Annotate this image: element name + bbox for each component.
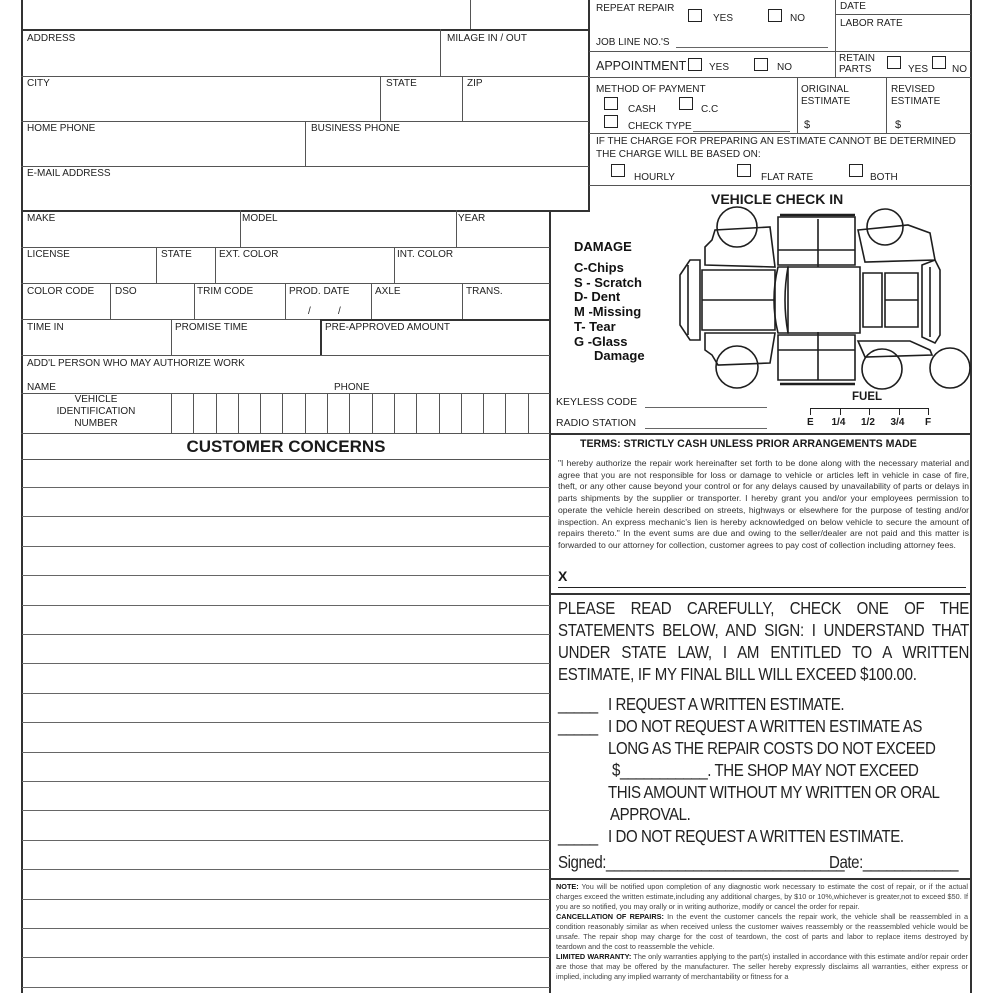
appointment-no-checkbox[interactable]: [754, 58, 768, 71]
warranty-body: The only warranties applying to the part(s) installed in accordance with this estimate and/or repair order are those that may be offered by the manufacturer. The seller hereby expressly disclaims all warranties, either express or implied, including any implied warranty of merchantability or fitness for a: [556, 952, 968, 981]
addl-name-field[interactable]: [22, 372, 328, 392]
concern-line-field[interactable]: [22, 488, 550, 517]
flat-rate-label: FLAT RATE: [761, 172, 814, 183]
zip-label: ZIP: [467, 78, 483, 89]
fuel-tick-label: 1/2: [861, 417, 875, 428]
vin-character-box[interactable]: [282, 393, 304, 433]
milage-label: MILAGE IN / OUT: [447, 33, 528, 44]
original-estimate-dollar: $: [804, 119, 811, 131]
appointment-label: APPOINTMENT: [596, 59, 687, 73]
yes-label: YES: [908, 64, 929, 75]
fuel-tick-mark: [810, 408, 811, 415]
row-divider: [589, 77, 971, 78]
revised-estimate-dollar: $: [895, 119, 902, 131]
hourly-label: HOURLY: [634, 172, 675, 183]
car-diagram-icon[interactable]: [660, 205, 975, 390]
retain-parts-label: [839, 53, 875, 75]
concern-line-field[interactable]: [22, 694, 550, 723]
both-checkbox[interactable]: [849, 164, 863, 177]
terms-body: "I hereby authorize the repair work hereinafter set forth to be done along with the necessary material and agree that you are not responsible for loss or damage to vehicle or articles left in vehicle in case of fire, theft, or any other cause beyond your control or for any delays caused by unavailability of parts or delays in parts shipments by the supplier or transporter. I hereby grant you and/or your employees permission to operate the vehicle herein described on streets, highways or elsewhere for the purpose of testing and/or inspection. An express mechanic's lien is hereby acknowledged on below vehicle to secure the amount of repairs thereto." In the event sums are due and owing to the seller/dealer are not paid and this matter is forwarded to our attorney for collection, customer agrees to pay cost of collection including attorney fees.: [558, 458, 969, 550]
repeat-repair-no-checkbox[interactable]: [768, 9, 782, 22]
roof: [788, 267, 860, 333]
ext-color-label: EXT. COLOR: [219, 249, 279, 260]
vin-character-box[interactable]: [305, 393, 327, 433]
original-estimate-line: ORIGINAL: [801, 84, 849, 95]
concern-line-field[interactable]: [22, 929, 550, 958]
wheel-bottom-right: [862, 349, 902, 389]
spare-wheel: [930, 348, 970, 388]
no-label: NO: [952, 64, 967, 75]
state-label: STATE: [386, 78, 417, 89]
revised-estimate-label: [891, 84, 940, 108]
time-in-label: TIME IN: [27, 322, 64, 333]
yes-label: YES: [709, 62, 730, 73]
row-divider: [550, 433, 971, 435]
retain-parts-yes-checkbox[interactable]: [887, 56, 901, 69]
trans-label: TRANS.: [466, 286, 503, 297]
no-label: NO: [777, 62, 792, 73]
email-label: E-MAIL ADDRESS: [27, 168, 111, 179]
signed-field[interactable]: Signed:______________________________: [558, 852, 845, 872]
labor-rate-label: LABOR RATE: [840, 18, 903, 29]
retain-label-line: RETAIN: [839, 53, 875, 64]
trunk: [885, 273, 918, 327]
vin-character-box[interactable]: [483, 393, 505, 433]
row-divider: [550, 878, 971, 880]
flat-rate-checkbox[interactable]: [737, 164, 751, 177]
damage-code: Damage: [594, 348, 645, 364]
damage-code: D- Dent: [574, 289, 621, 305]
option-3-blank[interactable]: _____: [558, 826, 598, 846]
vin-character-box[interactable]: [349, 393, 371, 433]
option-1-text: I REQUEST A WRITTEN ESTIMATE.: [608, 694, 845, 714]
concern-line-field[interactable]: [22, 959, 550, 988]
job-line-field[interactable]: [676, 47, 828, 48]
cc-label: C.C: [701, 104, 719, 115]
row-divider: [21, 433, 550, 434]
charge-basis-line: THE CHARGE WILL BE BASED ON:: [596, 149, 761, 160]
trim-code-label: TRIM CODE: [197, 286, 254, 297]
year-label: YEAR: [458, 213, 486, 224]
prod-date-label: PROD. DATE: [289, 286, 350, 297]
vehicle-check-in-title: VEHICLE CHECK IN: [711, 191, 844, 207]
vin-character-box[interactable]: [260, 393, 282, 433]
row-divider: [589, 185, 971, 186]
fuel-tick-mark: [869, 408, 870, 415]
yes-label: YES: [713, 13, 734, 24]
fuel-tick-mark: [928, 408, 929, 415]
repeat-repair-yes-checkbox[interactable]: [688, 9, 702, 22]
method-payment-label: METHOD OF PAYMENT: [596, 84, 706, 95]
damage-code: M -Missing: [574, 304, 642, 320]
both-label: BOTH: [870, 172, 898, 183]
divider: [886, 77, 887, 133]
vin-character-box[interactable]: [461, 393, 483, 433]
fuel-tick-label: 3/4: [890, 417, 905, 428]
addl-name-label: NAME: [27, 382, 56, 393]
appointment-yes-checkbox[interactable]: [688, 58, 702, 71]
prod-date-separator: /: [308, 306, 311, 317]
original-estimate-field[interactable]: [812, 115, 882, 131]
home-phone-label: HOME PHONE: [27, 123, 96, 134]
cash-checkbox[interactable]: [604, 97, 618, 110]
fuel-tick-label: F: [925, 417, 932, 428]
retain-parts-no-checkbox[interactable]: [932, 56, 946, 69]
revised-estimate-line: REVISED: [891, 84, 935, 95]
vin-character-box[interactable]: [193, 393, 215, 433]
prod-date-separator: /: [338, 306, 341, 317]
vin-character-box[interactable]: [505, 393, 527, 433]
vin-character-box[interactable]: [416, 393, 438, 433]
concern-line-field[interactable]: [22, 459, 550, 488]
front-bumper: [680, 260, 700, 340]
option-2-amount[interactable]: $___________. THE SHOP MAY NOT EXCEED: [612, 760, 919, 780]
row-divider: [589, 51, 971, 52]
concern-line-field[interactable]: [22, 547, 550, 576]
cc-checkbox[interactable]: [679, 97, 693, 110]
rear-bumper: [922, 260, 940, 343]
name-row-divider: [470, 0, 471, 29]
vin-character-box[interactable]: [216, 393, 238, 433]
terms-signature-line[interactable]: [558, 587, 966, 588]
damage-title: DAMAGE: [574, 239, 632, 254]
promise-time-label: PROMISE TIME: [175, 322, 248, 333]
bottom-front-fender: [705, 333, 775, 365]
option-3-text: I DO NOT REQUEST A WRITTEN ESTIMATE.: [608, 826, 904, 846]
row-divider: [589, 133, 971, 134]
concern-line-field[interactable]: [22, 635, 550, 664]
fuel-tick-label: E: [807, 417, 814, 428]
model-label: MODEL: [242, 213, 278, 224]
vin-character-box[interactable]: [439, 393, 461, 433]
warranty-heading: LIMITED WARRANTY:: [556, 952, 632, 961]
dso-label: DSO: [115, 286, 137, 297]
business-phone-label: BUSINESS PHONE: [311, 123, 400, 134]
right-border: [970, 0, 972, 993]
check-type-field[interactable]: [693, 131, 790, 132]
vin-character-box[interactable]: [171, 393, 193, 433]
bottom-doors: [778, 332, 855, 380]
date-field[interactable]: [836, 0, 970, 14]
address-field[interactable]: [22, 30, 440, 76]
labor-rate-field[interactable]: [836, 15, 970, 50]
option-2-blank[interactable]: _____: [558, 716, 598, 736]
vin-character-box[interactable]: [238, 393, 260, 433]
concern-line-field[interactable]: [22, 577, 550, 606]
divider: [797, 77, 798, 133]
top-rear-quarter: [858, 225, 935, 262]
city-field[interactable]: [22, 77, 380, 121]
row-divider: [550, 593, 971, 595]
addl-phone-label: PHONE: [334, 382, 370, 393]
license-label: LICENSE: [27, 249, 70, 260]
vin-label-line: IDENTIFICATION: [56, 406, 136, 417]
color-code-label: COLOR CODE: [27, 286, 95, 297]
concern-line-field[interactable]: [22, 753, 550, 782]
concern-line-field[interactable]: [22, 724, 550, 753]
row-divider: [21, 355, 550, 356]
option-1-blank[interactable]: _____: [558, 694, 598, 714]
option-2-text: APPROVAL.: [610, 804, 691, 824]
no-label: NO: [790, 13, 805, 24]
retain-label-line: PARTS: [839, 64, 872, 75]
radio-station-field[interactable]: [645, 428, 767, 429]
concern-line-field[interactable]: [22, 871, 550, 900]
rear-window: [863, 273, 882, 327]
wheel-top-left: [717, 207, 757, 247]
fuel-tick-label: 1/4: [831, 417, 846, 428]
note-heading: NOTE:: [556, 882, 579, 891]
fuel-tick-mark: [840, 408, 841, 415]
check-type-checkbox[interactable]: [604, 115, 618, 128]
address-label: ADDRESS: [27, 33, 76, 44]
axle-label: AXLE: [375, 286, 401, 297]
keyless-code-label: KEYLESS CODE: [556, 396, 638, 408]
city-label: CITY: [27, 78, 50, 89]
date-label: DATE: [840, 1, 866, 12]
make-label: MAKE: [27, 213, 56, 224]
addl-person-label: ADD'L PERSON WHO MAY AUTHORIZE WORK: [27, 358, 245, 369]
original-estimate-line: ESTIMATE: [801, 96, 851, 107]
concern-line-field[interactable]: [22, 518, 550, 547]
windshield: [774, 267, 788, 333]
original-estimate-label: [801, 84, 850, 108]
concern-line-field[interactable]: [22, 606, 550, 635]
vin-character-box[interactable]: [528, 393, 550, 433]
top-doors: [778, 217, 855, 267]
option-2-text: LONG AS THE REPAIR COSTS DO NOT EXCEED: [608, 738, 936, 758]
wheel-bottom-left: [716, 346, 758, 388]
vehicle-state-label: STATE: [161, 249, 192, 260]
vin-character-box[interactable]: [372, 393, 394, 433]
top-block-right-border: [588, 0, 590, 212]
hourly-checkbox[interactable]: [611, 164, 625, 177]
charge-basis-line: IF THE CHARGE FOR PREPARING AN ESTIMATE CANNOT BE DETERMINED: [596, 136, 956, 147]
cancellation-body: In the event the customer cancels the repair work, the vehicle shall be reassembled in a condition reasonably similar as when received unless the customer waives reassembly or the reassembled vehicle would be unsafe. The repair shop may charge for the cost of teardown, the cost of parts and labor to replace items destroyed by teardown and the cost to reassemble the vehicle.: [556, 912, 969, 951]
revised-estimate-field[interactable]: [903, 115, 968, 131]
vin-character-box[interactable]: [327, 393, 349, 433]
fuel-tick-mark: [899, 408, 900, 415]
radio-station-label: RADIO STATION: [556, 417, 637, 429]
concern-line-field[interactable]: [22, 900, 550, 929]
terms-title: TERMS: STRICTLY CASH UNLESS PRIOR ARRANGEMENTS MADE: [580, 438, 917, 450]
repeat-repair-label: REPEAT REPAIR: [596, 3, 675, 14]
notes-section: [556, 882, 968, 982]
signature-x-mark: X: [558, 568, 568, 584]
revised-estimate-line: ESTIMATE: [891, 96, 941, 107]
cash-label: CASH: [628, 104, 656, 115]
int-color-label: INT. COLOR: [397, 249, 454, 260]
option-2-text: THIS AMOUNT WITHOUT MY WRITTEN OR ORAL: [608, 782, 940, 802]
fuel-label: FUEL: [852, 391, 883, 403]
option-2-text: I DO NOT REQUEST A WRITTEN ESTIMATE AS: [608, 716, 922, 736]
date-signed-field[interactable]: Date:____________: [829, 852, 959, 872]
estimate-intro: PLEASE READ CAREFULLY, CHECK ONE OF THE STATEMENTS BELOW, AND SIGN: I UNDERSTAND THAT UNDER STATE LAW, I AM ENTITLED TO A WRITTEN ESTIMATE, IF MY FINAL BILL WILL EXCEED $100.00.: [558, 598, 970, 684]
damage-code: T- Tear: [574, 318, 616, 334]
concern-line-field[interactable]: [22, 665, 550, 694]
customer-concerns-title: CUSTOMER CONCERNS: [186, 437, 386, 456]
vin-label-line: VEHICLE: [74, 394, 118, 405]
concern-line-field[interactable]: [22, 782, 550, 811]
check-type-label: CHECK TYPE: [628, 121, 692, 132]
vin-label: [22, 394, 170, 430]
pre-approved-amount-label: PRE-APPROVED AMOUNT: [325, 322, 451, 333]
note-body: You will be notified upon completion of any diagnostic work necessary to estimate the cost of repair, or if the actual charges exceed the written estimate,including any additional charges, by $10 or 10%,whichever is greater,not to exceed $50. If you are so notified, you may orally or in writing authorize, modify or cancel the order for repair.: [556, 882, 968, 911]
vin-character-box[interactable]: [394, 393, 416, 433]
concern-line-field[interactable]: [22, 812, 550, 841]
cancellation-heading: CANCELLATION OF REPAIRS:: [556, 912, 664, 921]
hood: [702, 270, 775, 330]
damage-code: S - Scratch: [574, 274, 642, 290]
concern-line-field[interactable]: [22, 841, 550, 870]
damage-code: G -Glass: [574, 333, 628, 349]
keyless-code-field[interactable]: [645, 407, 767, 408]
damage-code: C-Chips: [574, 260, 624, 275]
vin-label-line: NUMBER: [74, 418, 118, 429]
job-line-label: JOB LINE NO.'S: [596, 37, 670, 48]
